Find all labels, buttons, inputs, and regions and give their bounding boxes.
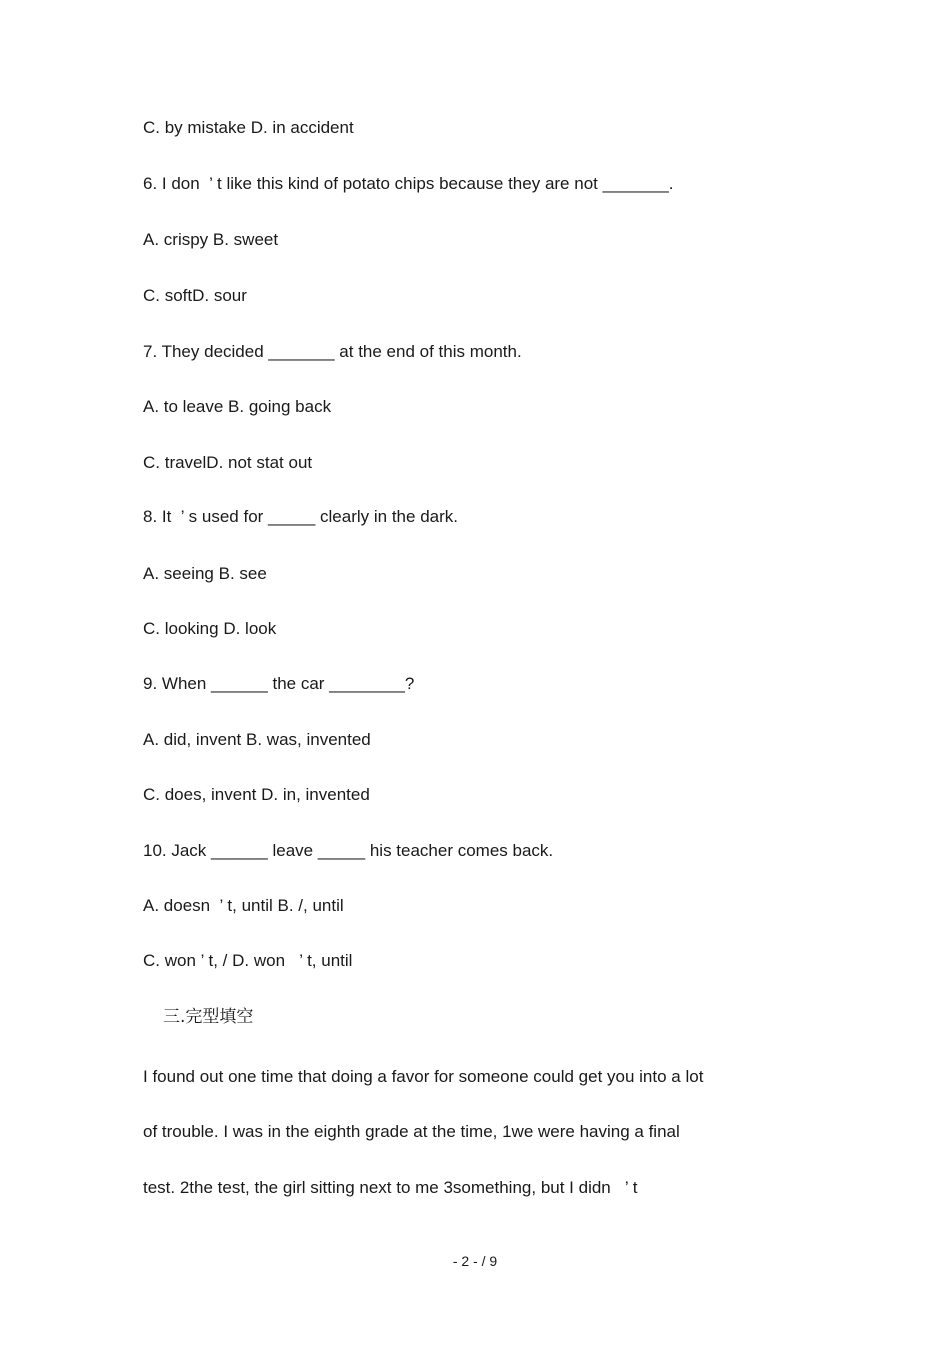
question-9-options-ab: A. did, invent B. was, invented — [143, 730, 371, 749]
question-6: 6. I don ’ t like this kind of potato chips because they are not _______. — [143, 174, 674, 193]
question-7: 7. They decided _______ at the end of this month. — [143, 342, 522, 361]
question-8-options-ab: A. seeing B. see — [143, 564, 267, 583]
question-10-options-cd: C. won ’ t, / D. won ’ t, until — [143, 951, 353, 970]
question-10: 10. Jack ______ leave _____ his teacher comes back. — [143, 841, 554, 860]
question-7-options-cd: C. travelD. not stat out — [143, 453, 313, 472]
section-title: 三.完型填空 — [163, 1007, 254, 1027]
question-9: 9. When ______ the car ________? — [143, 674, 415, 693]
question-10-options-ab: A. doesn ’ t, until B. /, until — [143, 896, 344, 915]
question-6-options-cd: C. softD. sour — [143, 286, 247, 305]
question-5-options-cd: C. by mistake D. in accident — [143, 118, 354, 137]
passage-line-3: test. 2the test, the girl sitting next to me 3something, but I didn ’ t — [143, 1178, 638, 1197]
passage-line-2: of trouble. I was in the eighth grade at the time, 1we were having a final — [143, 1122, 680, 1141]
page-number: - 2 - / 9 — [452, 1253, 498, 1269]
question-8: 8. It ’ s used for _____ clearly in the dark. — [143, 507, 458, 526]
question-9-options-cd: C. does, invent D. in, invented — [143, 785, 370, 804]
passage-line-1: I found out one time that doing a favor for someone could get you into a lot — [143, 1067, 704, 1086]
question-8-options-cd: C. looking D. look — [143, 619, 277, 638]
question-6-options-ab: A. crispy B. sweet — [143, 230, 279, 249]
question-7-options-ab: A. to leave B. going back — [143, 397, 332, 416]
